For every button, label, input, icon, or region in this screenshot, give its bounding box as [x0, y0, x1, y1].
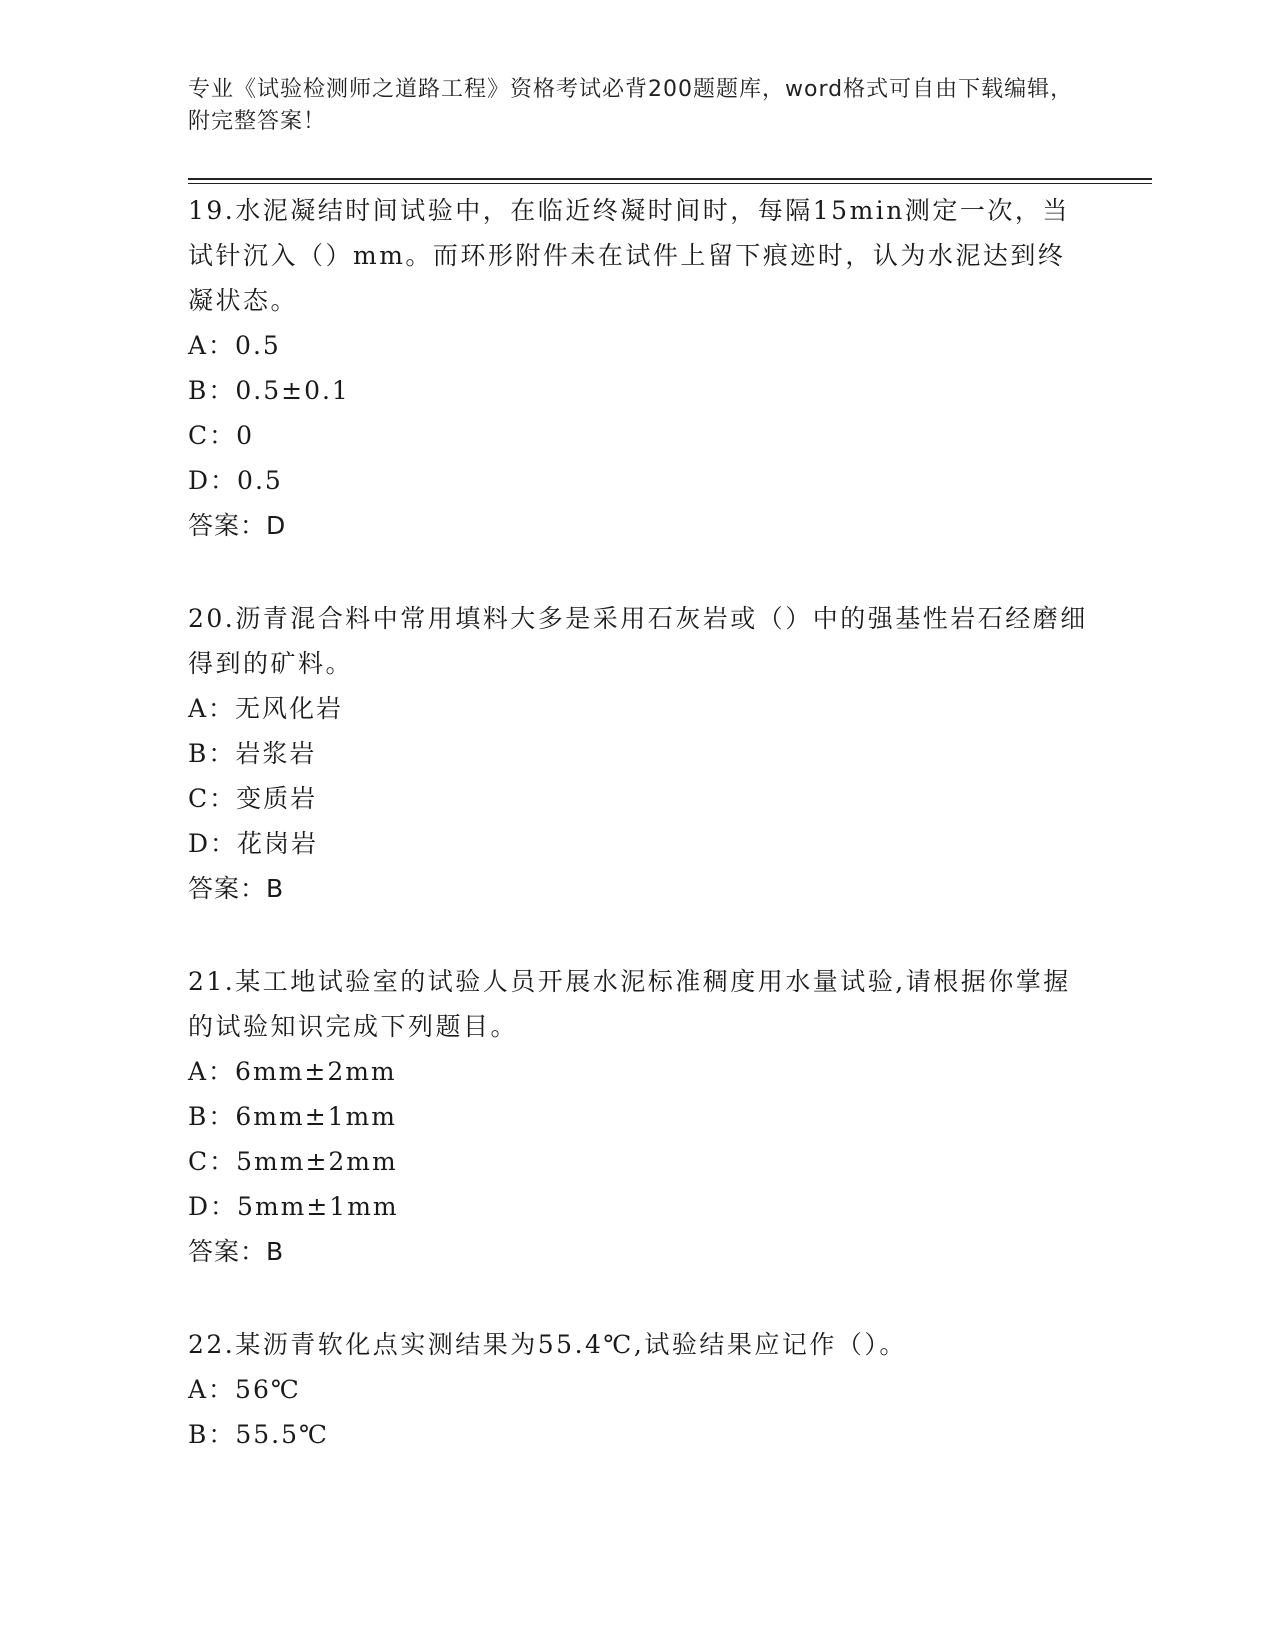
option-b: B：0.5±0.1	[188, 376, 350, 405]
option-d: D：0.5	[188, 466, 283, 495]
option-d: D：花岗岩	[188, 829, 319, 858]
question-list	[188, 188, 1088, 1457]
option-a: A：0.5	[188, 331, 281, 360]
question-text: 20.沥青混合料中常用填料大多是采用石灰岩或（）中的强基性岩石经磨细得到的矿料。	[188, 604, 1088, 678]
question-text: 21.某工地试验室的试验人员开展水泥标准稠度用水量试验,请根据你掌握的试验知识完成下列题目。	[188, 967, 1071, 1041]
answer: 答案：D	[188, 511, 287, 540]
option-c: C：5mm±2mm	[188, 1147, 398, 1176]
question-text: 19.水泥凝结时间试验中，在临近终凝时间时，每隔15min测定一次，当试针沉入（）mm。而环形附件未在试件上留下痕迹时，认为水泥达到终凝状态。	[188, 196, 1070, 315]
option-a: A：6mm±2mm	[188, 1057, 397, 1086]
option-a: A：无风化岩	[188, 694, 344, 723]
question-21	[188, 959, 1088, 1274]
header-divider-thin	[188, 183, 1152, 184]
option-c: C：0	[188, 421, 255, 450]
option-d: D：5mm±1mm	[188, 1192, 399, 1221]
option-b: B：55.5℃	[188, 1420, 330, 1449]
document-header: 专业《试验检测师之道路工程》资格考试必背200题题库，word格式可自由下载编辑，附完整答案！	[188, 77, 1074, 134]
option-a: A：56℃	[188, 1375, 301, 1404]
question-20	[188, 596, 1088, 911]
question-19	[188, 188, 1088, 548]
option-c: C：变质岩	[188, 784, 318, 813]
question-22	[188, 1322, 1088, 1457]
header-divider-thick	[188, 178, 1152, 180]
answer: 答案：B	[188, 874, 285, 903]
option-b: B：岩浆岩	[188, 739, 317, 768]
question-text: 22.某沥青软化点实测结果为55.4℃,试验结果应记作（）。	[188, 1330, 907, 1359]
option-b: B：6mm±1mm	[188, 1102, 397, 1131]
answer: 答案：B	[188, 1237, 285, 1266]
